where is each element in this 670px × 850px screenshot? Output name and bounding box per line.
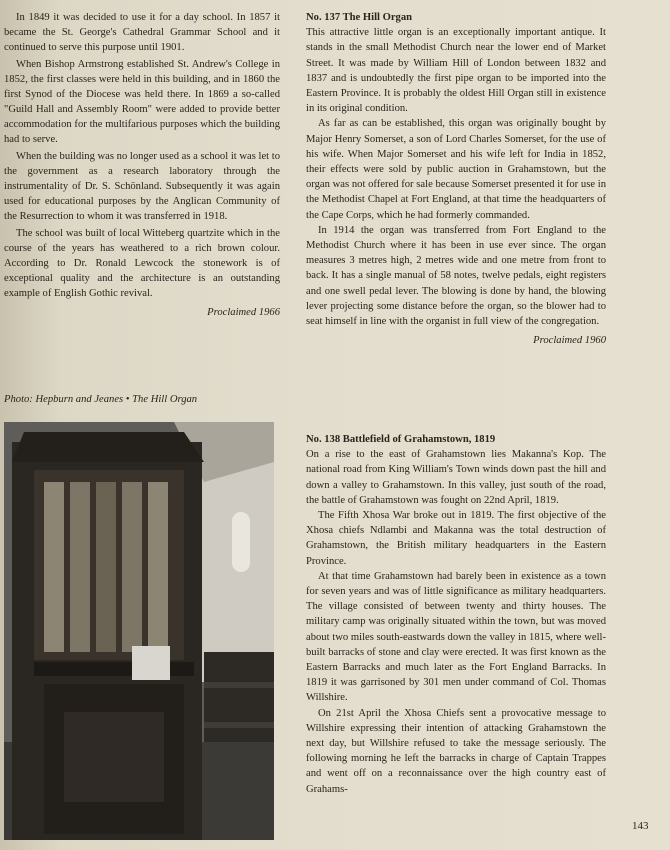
section-137-paragraph: This attractive little organ is an exceptionally important antique. It stands in the small Methodist Church near the lower end of Market Street. It was made by William Hill of London between 1832 and 1837 and is undoubtedly the first pipe organ to be imported into the Eastern Province. It is probably the oldest Hill Organ still in existence in its original condition. [306, 27, 606, 115]
left-column-text [4, 10, 280, 322]
left-paragraph: When the building was no longer used as a school it was let to the government as a research laboratory through the instrumentality of Dr. S. Schönland. Subsequently it was again used for educational purposes by the Anglican Community of the Resurrection to whom it was transferred in 1918. [4, 151, 280, 222]
left-paragraph: The school was built of local Witteberg quartzite which in the course of the years has weathered to a rich brown colour. According to Dr. Ronald Lewcock the stonework is of exceptional quality and the architecture is an outstanding example of English Gothic revival. [4, 228, 280, 299]
photo-caption: Photo: Hepburn and Jeanes • The Hill Organ [4, 394, 198, 405]
section-137-paragraph: In 1914 the organ was transferred from Fort England to the Methodist Church where it has been in use ever since. The organ measures 3 metres high, 2 metres wide and one metre from front to back. It has a single manual of 58 notes, twelve pedals, eight registers and one swell pedal lever. The blowing is done by hand, the blowing lever projecting some distance before the organ, so the blower had to seat himself in line with the organist in full view of the congregation. [306, 224, 606, 328]
left-proclaimed: Proclaimed 1966 [207, 307, 280, 318]
left-paragraph: In 1849 it was decided to use it for a day school. In 1857 it became the St. George's Cathedral Grammar School and it continued to serve this purpose until 1901. [4, 12, 280, 53]
right-column-text [306, 10, 606, 348]
section-138-paragraph: At that time Grahamstown had barely been in existence as a town for seven years and was of little significance as military headquarters. The village consisted of between twenty and thirty houses. The military camp was originally situated within the town, but was moved about two miles south-eastwards down the valley in 1815, where well-built barracks of stone and clay were erected. It was first known as the Eastern Barracks and much later as the Fort England Barracks. In 1819 it was garrisoned by 301 men under command of Col. Thomas Willshire. [306, 570, 606, 704]
section-138-paragraph: On a rise to the east of Grahamstown lies Makanna's Kop. The national road from King William's Town winds down past the hill and down a valley to Grahamstown. In this valley, just south of the road, the battle of Grahamstown was fought on 22nd April, 1819. [306, 449, 606, 506]
section-137-paragraph: As far as can be established, this organ was originally bought by Major Henry Somerset, a son of Lord Charles Somerset, for the use of his wife. When Major Somerset and his wife left for India in 1852, their effects were sold by public auction in Grahamstown, but the organ was not offered for sale because Somerset presented it for use in the Methodist Chapel at Fort England, at that time the headquarters of the Cape Corps, which he had formerly commanded. [306, 118, 606, 221]
section-138-paragraph: The Fifth Xhosa War broke out in 1819. The first objective of the Xhosa chiefs Ndlambi and Makanna was the total destruction of Grahamstown, the British military headquarters in the Eastern Province. [306, 510, 606, 567]
section-138-heading: No. 138 Battlefield of Grahamstown, 1819 [306, 434, 496, 445]
organ-photo [4, 422, 274, 840]
section-137-proclaimed: Proclaimed 1960 [533, 335, 606, 347]
page-number: 143 [632, 820, 649, 832]
section-138 [306, 432, 606, 797]
left-paragraph: When Bishop Armstrong established St. Andrew's College in 1852, the first classes were held in this building, and in 1860 the first Synod of the Diocese was held there. In 1869 a so-called "Guild Hall and Assembly Room" were added to provide better accommodation for the multifarious purposes which the building had to serve. [4, 59, 280, 145]
section-138-paragraph: On 21st April the Xhosa Chiefs sent a provocative message to Willshire expressing their intention of attacking Grahamstown the next day, but Willshire refused to take the message seriously. The following morning he left the barracks in charge of Captain Trappes and went off on a reconnaissance over the high country east of Grahams- [306, 707, 606, 795]
section-137-heading: No. 137 The Hill Organ [306, 12, 413, 23]
organ-photo-drawing [4, 422, 274, 840]
